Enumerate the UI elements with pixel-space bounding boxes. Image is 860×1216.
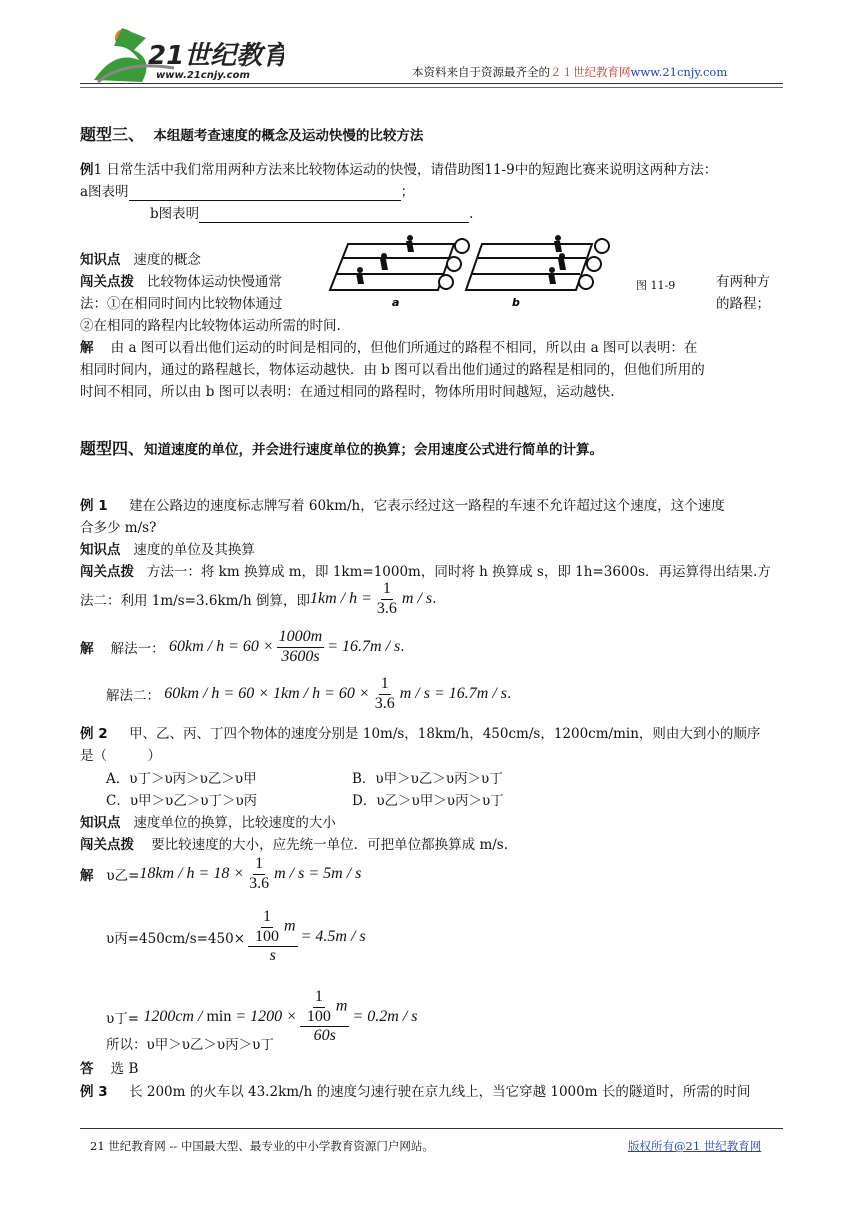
svg-text:21世纪教育: 21世纪教育 [148, 41, 284, 71]
s4-v-bing: υ丙=450cm/s=450× $\frac{1}{100}$ m s = 4.5m / s [106, 908, 366, 965]
figure-caption: 图 11-9 [636, 279, 676, 292]
option-d: D．υ乙＞υ甲＞υ丙＞υ丁 [352, 793, 504, 809]
s3-knowledge-point: 知识点 速度的概念 [80, 252, 201, 268]
header-note: 本资料来自于资源最齐全的２１世纪教育网www.21cnjy.com [412, 65, 728, 79]
s4-tip1-line2: 法二：利用 1m/s=3.6km/h 倒算，即 1km / h = $\frac{1}{3.6}$ m / s . [80, 580, 437, 617]
s3-example1: 例1 日常生活中我们常用两种方法来比较物体运动的快慢，请借助图11-9中的短跑比赛来说明这两种方法： [80, 162, 718, 178]
s3-tip-right1: 有两种方 [716, 274, 770, 290]
header-rule-2 [80, 87, 783, 88]
section3-heading: 题型三、 本组题考查速度的概念及运动快慢的比较方法 [80, 125, 424, 144]
option-b: B．υ甲＞υ乙＞υ丙＞υ丁 [352, 771, 503, 787]
option-c: C．υ甲＞υ乙＞υ丁＞υ丙 [106, 793, 258, 809]
s4-example1-line1: 例 1 建在公路边的速度标志牌写着 60km/h，它表示经过这一路程的车速不允许超过这个速度，这个速度 [80, 498, 725, 514]
section4-heading: 题型四、知道速度的单位，并会进行速度单位的换算；会用速度公式进行简单的计算。 [80, 439, 604, 458]
figure-11-9 [326, 232, 626, 312]
s4-answer: 答 选 B [80, 1061, 139, 1077]
s3-tip-line1: 闯关点拨 比较物体运动快慢通常 [80, 274, 282, 290]
footer-text: 21 世纪教育网 -- 中国最大型、最专业的中小学教育资源门户网站。 [90, 1139, 434, 1153]
svg-text:a: a [392, 296, 400, 309]
s4-example2-line2: 是（ ） [80, 748, 161, 764]
s3-b-blank: b图表明 . [150, 206, 474, 222]
site-logo [84, 20, 284, 90]
s3-a-blank: a图表明 ； [80, 184, 415, 200]
footer-rule [80, 1128, 783, 1129]
s4-solution1: 解 解法一： 60km / h = 60 × $\frac{1000m}{3600s}$ = 16.7m / s . [80, 628, 405, 665]
svg-text:www.21cnjy.com: www.21cnjy.com [156, 70, 250, 81]
s4-tip1-line1: 闯关点拨 方法一：将 km 换算成 m，即 1km=1000m，同时将 h 换算成 s，即 1h=3600s．再运算得出结果.方 [80, 564, 771, 580]
option-a: A．υ丁＞υ丙＞υ乙＞υ甲 [106, 771, 257, 787]
header-link[interactable]: www.21cnjy.com [630, 65, 728, 79]
s3-tip-line3: ②在相同的路程内比较物体运动所需的时间. [80, 318, 341, 334]
s4-kp2: 知识点 速度单位的换算，比较速度的大小 [80, 815, 336, 831]
s4-example1-line2: 合多少 m/s? [80, 520, 157, 536]
s4-example2-line1: 例 2 甲、乙、丙、丁四个物体的速度分别是 10m/s，18km/h，450cm/s，1200cm/min，则由大到小的顺序 [80, 726, 761, 742]
s4-v-yi: 解 υ乙= 18km / h = 18 × $\frac{1}{3.6}$ m / s = 5m / s [80, 855, 362, 892]
s3-solution-line2: 相同时间内，通过的路程越长，物体运动越快．由 b 图可以看出他们通过的路程是相同的，但他们所用的 [80, 362, 705, 378]
svg-text:b: b [512, 296, 520, 309]
s4-so: 所以：υ甲＞υ乙＞υ丙＞υ丁 [106, 1037, 274, 1053]
s4-solution2: 解法二： 60km / h = 60 × 1km / h = 60 × $\frac{1}{3.6}$ m / s = 16.7m / s . [106, 675, 512, 712]
s3-tip-right2: 的路程； [716, 296, 770, 312]
s3-tip-line2: 法：①在相同时间内比较物体通过 [80, 296, 283, 312]
s4-v-ding: υ丁= 1200cm / min = 1200 × $\frac{1}{100}$ m 60s = 0.2m / s [106, 988, 418, 1045]
s4-kp1: 知识点 速度的单位及其换算 [80, 542, 255, 558]
s3-solution-line3: 时间不相同，所以由 b 图可以表明：在通过相同的路程时，物体所用时间越短，运动越快. [80, 384, 615, 400]
s4-example3-line1: 例 3 长 200m 的火车以 43.2km/h 的速度匀速行驶在京九线上，当它穿越 1000m 长的隧道时，所需的时间 [80, 1084, 751, 1100]
s3-solution-line1: 解 由 a 图可以看出他们运动的时间是相同的，但他们所通过的路程不相同，所以由 a 图可以表明：在 [80, 340, 698, 356]
footer-copyright-link[interactable]: 版权所有@21 世纪教育网 [628, 1139, 762, 1153]
header-rule [80, 83, 783, 84]
s4-tip2: 闯关点拨 要比较速度的大小，应先统一单位．可把单位都换算成 m/s. [80, 837, 509, 853]
